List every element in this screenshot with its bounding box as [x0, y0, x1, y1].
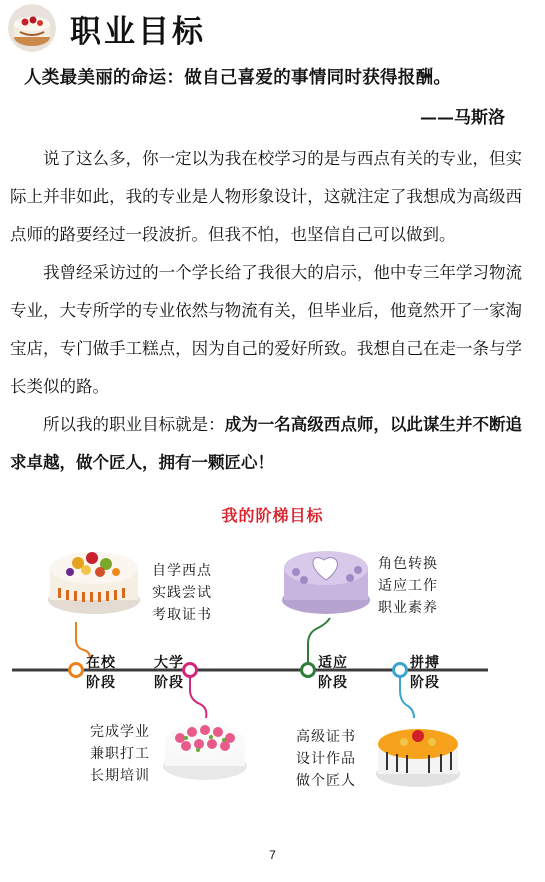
stage-node-4	[394, 664, 407, 677]
stage1-label	[86, 653, 116, 693]
stage-name: 阶段	[154, 675, 184, 691]
stage-name: 阶段	[410, 675, 440, 691]
stage-node-1	[70, 664, 83, 677]
stage-node-3	[302, 664, 315, 677]
paragraph: 说了这么多，你一定以为我在校学习的是与西点有关的专业，但实际上并非如此，我的专业是人物形象设计，这就注定了我想成为高级西点师的路要经过一段波折。但我不怕，也坚信自己可以做到。	[10, 149, 522, 244]
orange-cake-image	[376, 729, 460, 787]
quote-author: ——马斯洛	[420, 108, 505, 128]
stage-name: 大学	[154, 655, 184, 671]
paragraph: 我曾经采访过的一个学长给了我很大的启示，他中专三年学习物流专业，大专所学的专业依然与物流有关，但毕业后，他竟然开了一家淘宝店，专门做手工糕点，因为自己的爱好所致。我想自己在走一条与学长类似的路。	[10, 263, 522, 396]
page-number: 7	[269, 848, 276, 862]
goal-item: 兼职打工	[90, 746, 150, 762]
paragraph-lead: 所以我的职业目标就是：	[43, 415, 225, 434]
goal-item: 职业素养	[378, 600, 438, 616]
goal-item: 考取证书	[152, 607, 212, 623]
goal-item: 做个匠人	[296, 773, 356, 789]
ladder-title: 我的阶梯目标	[221, 506, 324, 525]
lavender-cake-image	[282, 551, 370, 614]
goal-item: 适应工作	[378, 578, 438, 594]
page-title: 职业目标	[70, 13, 206, 50]
career-goal-emphasis: 成为一名高级西点师，以此谋生并不断追求卓越，做个匠人，拥有一颗匠心！	[10, 415, 523, 472]
stage-name: 在校	[86, 655, 116, 671]
goal-item: 长期培训	[90, 768, 150, 784]
stage-name: 阶段	[318, 675, 348, 691]
quote-text: 人类最美丽的命运：做自己喜爱的事情同时获得报酬。	[24, 68, 452, 88]
stage-node-2	[184, 664, 197, 677]
stage3-goals	[378, 553, 438, 619]
stage4-label	[410, 653, 440, 693]
stage1-goals	[152, 560, 212, 626]
goal-item: 角色转换	[378, 556, 438, 572]
fruit-cake-image	[48, 552, 140, 614]
goal-item: 自学西点	[152, 563, 212, 579]
stage3-label	[318, 653, 348, 693]
stage4-goals	[296, 726, 356, 792]
stage-name: 拼搏	[410, 655, 440, 671]
stage2-label	[154, 653, 184, 693]
goal-item: 完成学业	[90, 724, 150, 740]
goal-item: 设计作品	[296, 751, 356, 767]
goal-item: 实践尝试	[152, 585, 212, 601]
stage2-goals	[90, 721, 150, 787]
stage-name: 阶段	[86, 675, 116, 691]
rose-cake-image	[163, 724, 247, 780]
goal-item: 高级证书	[296, 729, 356, 745]
stage-name: 适应	[318, 655, 348, 671]
